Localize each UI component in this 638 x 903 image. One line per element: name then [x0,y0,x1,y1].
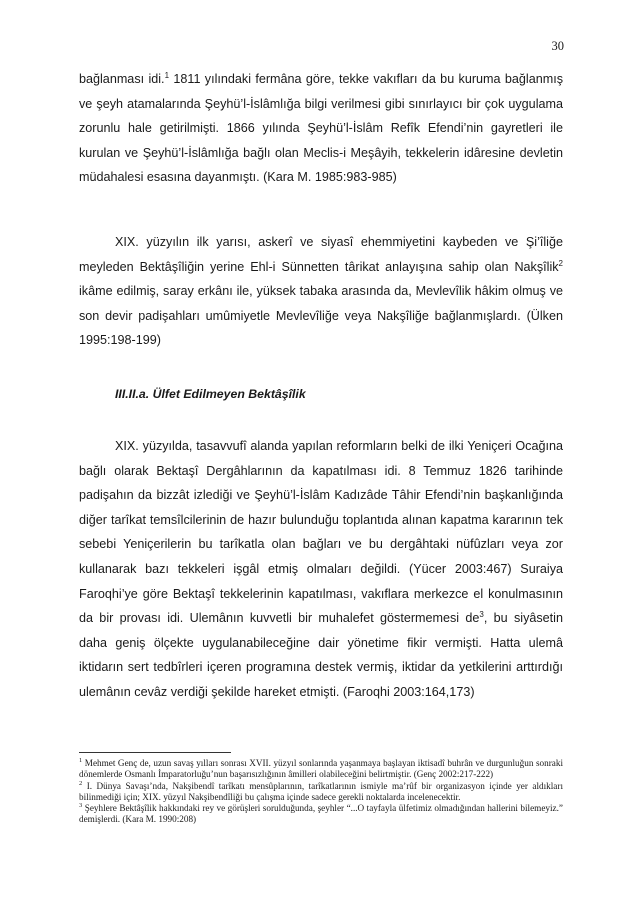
footnote-3-text: Şeyhlere Bektâşîlik hakkındaki rey ve görüşleri sorulduğunda, şeyhler “...O tayfayla ülfetimiz olmadığından hallerini bilemeyiz.” demişlerdi. (Kara M. 1990:208) [79,803,563,825]
footnote-2-text: I. Dünya Savaşı’nda, Nakşibendî tarîkatı mensûplarının, tarîkatlarının ismiyle ma’rûf bir organizasyon içinde yer aldıkları bilinmediği için; XIX. yüzyıl Nakşibendîliği bu çalışma içinde sadece gerekli noktalarda incelenecektir. [79,780,563,802]
footnote-2-number: 2 [79,779,83,787]
paragraph-1 [79,67,563,190]
footnote-separator [79,752,231,753]
paragraph-1-text-b: 1811 yılındaki fermâna göre, tekke vakıfları da bu kuruma bağlanmış ve şeyh atamalarında Şeyhü’l-İslâmlığa bilgi verilmesi gibi sınırlayıcı bir çok uygulama zorunlu hale getirilmişti. 1866 yılında Şeyhü’l-İslâm Refîk Efendi’nin gayretleri ile kurulan ve Şeyhü’l-İslâmlığa bağlı olan Meclis-i Meşâyih, tekkelerin idâresine devletin müdahalesi esasına dayanmıştı. (Kara M. 1985:983-985) [79,72,563,185]
footnote-3 [79,803,563,826]
paragraph-2-text-a: XIX. yüzyılın ilk yarısı, askerî ve siyasî ehemmiyetini kaybeden ve Şi’îliğe meyleden Bektâşîliğin yerine Ehl-i Sünnetten târikat anlayışına sahip olan Nakşîlik [79,235,563,274]
footnote-1 [79,758,563,781]
footnote-2 [79,781,563,804]
page-number: 30 [551,39,564,53]
paragraph-3-text-b: , bu siyâsetin daha geniş ölçekte uygulanabileceğine dair yönetime fikir vermişti. Hatta ulemâ iktidarın sert tedbîrleri içeren programına destek vermiş, iktidar da yetkilerini arttırdığı ulemânın cevâz verdiği şekilde hareket etmişti. (Faroqhi 2003:164,173) [79,611,563,699]
paragraph-2 [79,230,563,353]
section-heading: III.II.a. Ülfet Edilmeyen Bektâşîlik [115,387,306,401]
paragraph-1-text-a: bağlanması idi. [79,72,165,86]
paragraph-2-text-b: ikâme edilmiş, saray erkânı ile, yüksek tabaka arasında da, Mevlevîlik hâkim olmuş ve son devir padişahları umûmiyetle Mevlevîliğe veya Nakşîliğe bağlanmışlardı. (Ülken 1995:198-199) [79,284,563,348]
paragraph-3-text-a: XIX. yüzyılda, tasavvufî alanda yapılan reformların belki de ilki Yeniçeri Ocağına bağlı olarak Bektaşî Dergâhlarının da kapatılması idi. 8 Temmuz 1826 tarihinde padişahın da bizzât izlediği ve Şeyhü’l-İslâm Kadızâde Tâhir Efendi’nin başkanlığında diğer tarîkat temsîlcilerinin de hazır bulunduğu toplantıda alınan kapatma kararının tek sebebi Yeniçerilerin bu tarîkatla olan bağları ve bu dergâhtaki nüfûzları veya zor kullanarak bazı tekkeleri işgâl etmiş olmaları değildi. (Yücer 2003:467) Suraiya Faroqhi’ye göre Bektaşî tekkelerinin kapatılması, vakıflara merkezce el konulmasının da bir provası idi. Ulemânın kuvvetli bir muhalefet göstermemesi de [79,439,563,626]
footnote-1-number: 1 [79,756,83,764]
footnote-ref-3: 3 [479,609,484,619]
footnote-ref-1: 1 [164,70,170,80]
footnote-ref-2: 2 [558,258,563,268]
footnote-3-number: 3 [79,802,83,810]
footnote-1-text: Mehmet Genç de, uzun savaş yılları sonrası XVII. yüzyıl sonlarında yaşanmaya başlayan iktisadî buhrân ve durgunluğun sonraki dönemlerde Osmanlı İmparatorluğu’nun başarısızlığının âmilleri olabileceğini belirtmiştir. (Genç 2002:217-222) [79,758,563,780]
footnotes [79,758,563,826]
paragraph-3 [79,434,563,705]
